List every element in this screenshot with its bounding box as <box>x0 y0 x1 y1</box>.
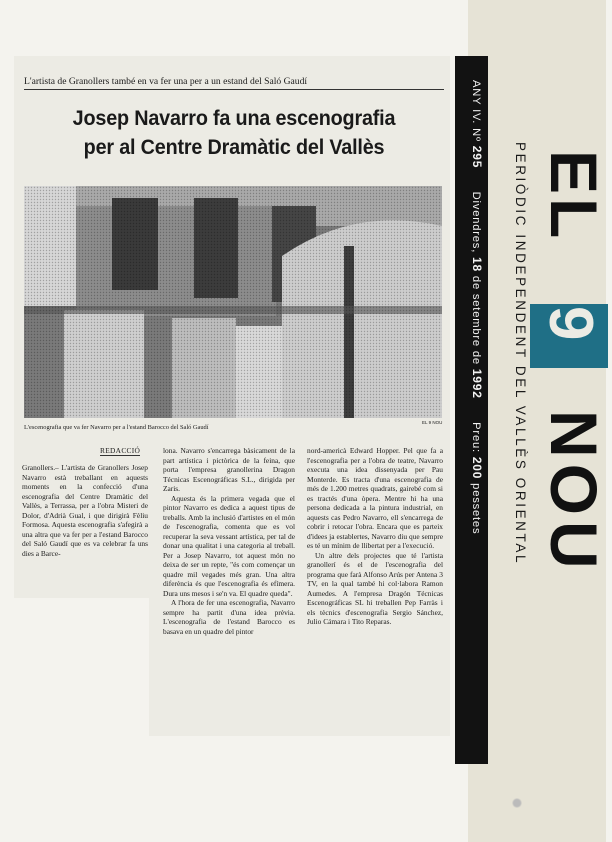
date-year: 1992 <box>470 368 484 399</box>
byline: REDACCIÓ <box>100 446 141 455</box>
masthead-title-el: EL <box>537 150 611 243</box>
paragraph: nord-americà Edward Hopper. Pel que fa a l'escenografia per a l'obra de teatre, Navarro executa una idea dissenyada per Pau Monterde. Es tracta d'una escenografia de més de 1.200 metres quadrats, gairebé com si es tractés d'una òpera. Mentre hi ha una persona dedicada a la pintura industrial, en aquests cas Pedro Navarro, ell s'encarrega de cobrir i retocar l'obra. Encara que es parteix d'idees ja establertes, Navarro diu que sempre es té un mínim de llibertat per a l'execució. <box>307 446 443 550</box>
paragraph: Aquesta és la primera vegada que el pintor Navarro es dedica a aquest tipus de treballs. Amb la inclusió d'artistes en el món de l'escenografia, comenta que es vol recuperar la seva vessant artística, per tal de donar una qualitat i una categoria al treball. Per a Josep Navarro, tot aquest món no deixa de ser un repte, "és com començar un quadre mil vegades més gran. Una altra diferència és que l'escenografia és efímera. Dura uns mesos i se'n va. El quadre queda". <box>163 493 295 598</box>
masthead-title-nou: NOU <box>537 410 611 575</box>
clipping-cut <box>14 598 149 738</box>
price-value: 200 <box>470 456 484 480</box>
paragraph: lona. Navarro s'encarrega bàsicament de la part artística i pictòrica de la feina, que porta l'empresa granollerina Dragon Técnicas Escenográficas S.L., dirigida per Zaris. <box>163 446 295 493</box>
price-prefix: Preu: <box>470 422 482 453</box>
masthead-title-nine: 9 <box>536 306 605 341</box>
photo-credit: EL 9 NOU <box>422 420 443 425</box>
issue-prefix: ANY IV. Nº <box>470 80 482 142</box>
date-prefix: Divendres, <box>470 191 482 254</box>
date-day: 18 <box>470 257 484 272</box>
paragraph: A l'hora de fer una escenografia, Navarro sempre ha partit d'una idea prèvia. L'escenografia de l'estand Barocco es basava en un quadre del pintor <box>163 598 295 636</box>
date-mid: de setembre de <box>470 275 482 365</box>
headline-line-1: Josep Navarro fa una escenografia <box>72 106 396 130</box>
article-headline <box>43 104 426 162</box>
masthead-subtitle: PERIÒDIC INDEPENDENT DEL VALLÈS ORIENTAL <box>513 142 528 566</box>
paper-mark <box>512 796 522 810</box>
headline-line-2: per al Centre Dramàtic del Vallès <box>83 135 385 159</box>
article-column-1 <box>22 463 148 558</box>
price-unit: pessetes <box>470 483 482 535</box>
article-column-3 <box>307 446 443 627</box>
paragraph: Un altre dels projectes que té l'artista granollerí és el de l'escenografia del programa que farà Alfonso Arús per Antena 3 TV, en la qual també hi col·labora Ramon Aumedes. A l'empresa Dragón Técnicas Escenográficas SL hi treballen Pep Farràs i els tècnics d'escenografia Sergio Sánchez, Julio Cámara i Tito Reparas. <box>307 550 443 626</box>
article-photo <box>24 186 442 418</box>
paragraph: Granollers.– L'artista de Granollers Josep Navarro està treballant en aquests moments en la confecció d'una escenografia del Centre Dramàtic del Vallès, a Terrassa, per a l'obra Misteri de Dolor, d'Adrià Gual, i que dirigirà Fèliu Formosa. Aquesta escenografia s'afegirà a una altra que va fer per a l'estand Barocco del Saló Gaudí que es va celebrar fa uns dies a Barce- <box>22 463 148 558</box>
photo-caption: L'escenografia que va fer Navarro per a l'estand Barocco del Saló Gaudí <box>24 424 209 431</box>
issue-info <box>470 80 484 534</box>
article-column-2 <box>163 446 295 636</box>
issue-number: 295 <box>470 145 484 169</box>
article-kicker: L'artista de Granollers també en va fer una per a un estand del Saló Gaudí <box>24 76 444 90</box>
